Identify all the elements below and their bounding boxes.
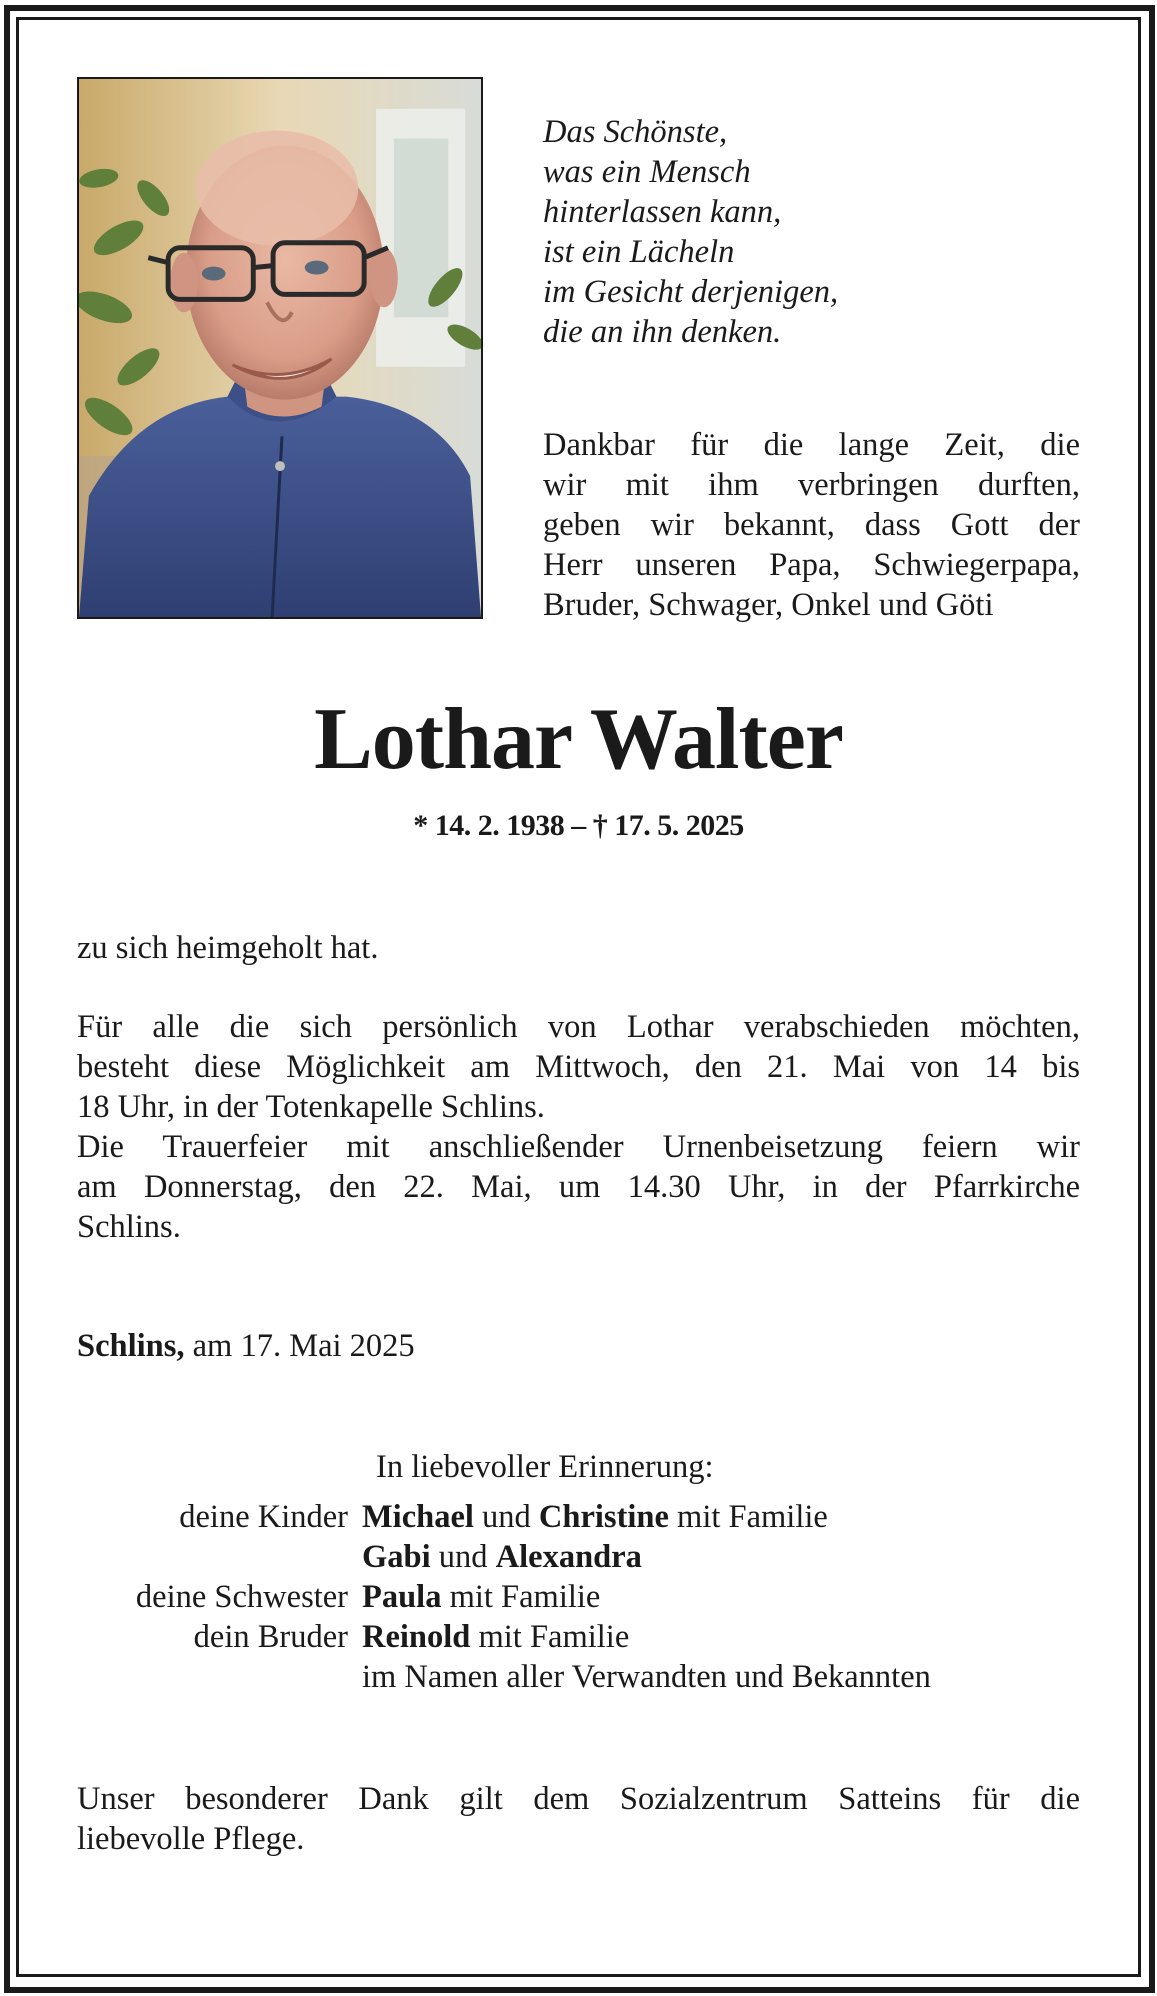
paragraph-line: am Donnerstag, den 22. Mai, um 14.30 Uhr, in der Pfarrkirche: [77, 1169, 1080, 1205]
mourner-name: Christine: [538, 1499, 669, 1535]
mourner-names: [362, 1577, 600, 1617]
mourner-suffix: mit Familie: [441, 1579, 601, 1615]
deceased-name: Lothar Walter: [314, 691, 843, 788]
paragraph-line: Schlins.: [77, 1209, 181, 1245]
mourner-row: [77, 1577, 1080, 1617]
mourner-name: Michael: [362, 1499, 474, 1535]
mourner-row: [77, 1617, 1080, 1657]
mourner-relation: dein Bruder: [193, 1619, 348, 1655]
mourner-names: [362, 1537, 642, 1577]
mourner-suffix: im Namen aller Verwandten und Bekannten: [362, 1659, 931, 1695]
quote-line: hinterlassen kann,: [543, 194, 782, 230]
quote-line: im Gesicht derjenigen,: [543, 274, 839, 310]
mourner-suffix: mit Familie: [470, 1619, 630, 1655]
mourner-row: [77, 1497, 1080, 1537]
intro-line: Bruder, Schwager, Onkel und Göti: [543, 587, 994, 623]
mourner-relation: deine Schwester: [135, 1579, 348, 1615]
mourner-relation: deine Kinder: [179, 1499, 348, 1535]
intro-line: geben wir bekannt, dass Gott der: [543, 507, 1080, 543]
quote-line: Das Schönste,: [543, 114, 728, 150]
mourner-name: Gabi: [362, 1539, 431, 1575]
intro-line: Herr unseren Papa, Schwiegerpapa,: [543, 547, 1080, 583]
mourner-name: Paula: [362, 1579, 442, 1615]
memorial-quote: [543, 112, 1083, 352]
paragraph-line: besteht diese Möglichkeit am Mittwoch, den 21. Mai von 14 bis: [77, 1049, 1080, 1085]
mourners-list: [77, 1497, 1080, 1697]
place-and-date: [77, 1326, 415, 1366]
mourner-name: Reinold: [362, 1619, 471, 1655]
mourner-names: [362, 1657, 931, 1697]
memory-heading: In liebevoller Erinnerung:: [376, 1449, 714, 1485]
life-dates: * 14. 2. 1938 – † 17. 5. 2025: [413, 809, 744, 842]
mourner-conjunction: und: [473, 1499, 539, 1535]
quote-line: die an ihn denken.: [543, 314, 782, 350]
mourner-suffix: mit Familie: [668, 1499, 828, 1535]
mourner-conjunction: und: [430, 1539, 496, 1575]
paragraph-called-home: [77, 928, 1080, 968]
mourner-name: Alexandra: [495, 1539, 642, 1575]
paragraph-line: Die Trauerfeier mit anschließender Urnenbeisetzung feiern wir: [77, 1129, 1080, 1165]
thanks-note: [77, 1779, 1080, 1859]
paragraph-line: 18 Uhr, in der Totenkapelle Schlins.: [77, 1089, 545, 1125]
mourner-names: [362, 1617, 629, 1657]
mourner-relation: [77, 1657, 362, 1697]
announcement-intro: [543, 425, 1080, 625]
portrait-photo: [77, 77, 483, 619]
intro-line: Dankbar für die lange Zeit, die: [543, 427, 1080, 463]
thanks-line: liebevolle Pflege.: [77, 1821, 305, 1857]
mourner-row: [77, 1657, 1080, 1697]
paragraph-farewell: [77, 1007, 1080, 1247]
paragraph-line: zu sich heimgeholt hat.: [77, 930, 379, 966]
mourner-names: [362, 1497, 828, 1537]
mourner-row: [77, 1537, 1080, 1577]
place-town: Schlins,: [77, 1328, 185, 1364]
thanks-line: Unser besonderer Dank gilt dem Sozialzentrum Satteins für die: [77, 1781, 1080, 1817]
quote-line: was ein Mensch: [543, 154, 751, 190]
mourner-relation: [77, 1537, 362, 1577]
intro-line: wir mit ihm verbringen durften,: [543, 467, 1080, 503]
quote-line: ist ein Lächeln: [543, 234, 735, 270]
place-date: am 17. Mai 2025: [184, 1328, 415, 1364]
paragraph-line: Für alle die sich persönlich von Lothar verabschieden möchten,: [77, 1009, 1080, 1045]
